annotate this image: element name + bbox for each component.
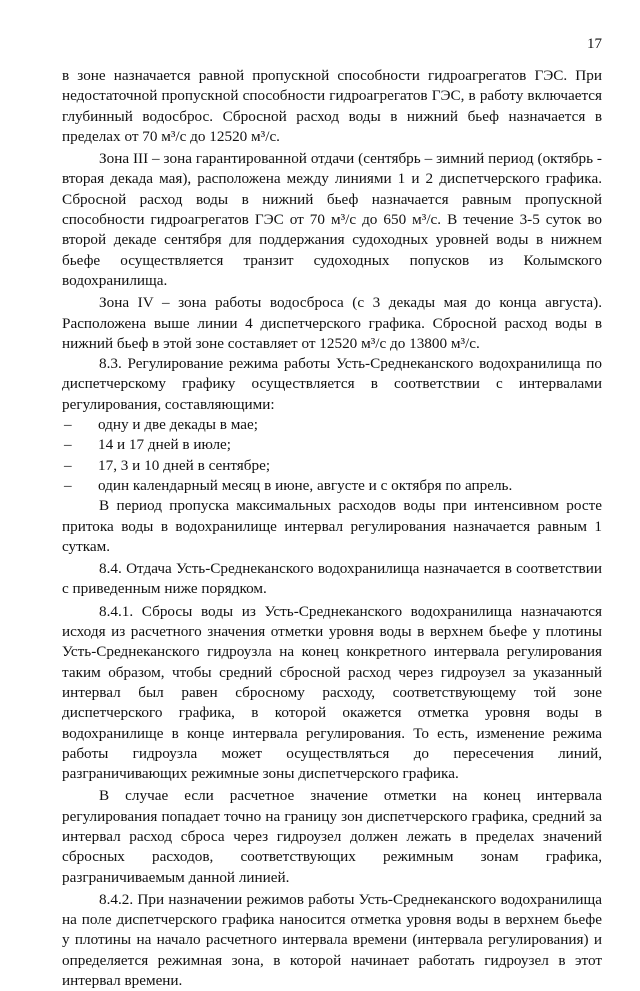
paragraph-8-4-1: 8.4.1. Сбросы воды из Усть-Среднеканского водохранилища назначаются исходя из расчетного значения отметки уровня воды в верхнем бьефе у плотины Усть-Среднеканского гидроузла на конец конкретного интервала регулирования таким образом, чтобы средний сбросной расход через гидроузел за указанный интервал был равен сбросному расходу, соответствующему той зоне диспетчерского графика, в которой окажется отметка уровня воды в водохранилище в конце интервала регулирования. То есть, изменение режима работы гидроузла может осуществляться до пересечения линий, разграничивающих режимные зоны диспетчерского графика. bbox=[62, 602, 602, 783]
paragraph-8-4: 8.4. Отдача Усть-Среднеканского водохранилища назначается в соответствии с приведенным ниже порядком. bbox=[62, 560, 602, 598]
paragraph-max-flow: В период пропуска максимальных расходов воды при интенсивном росте притока воды в водохранилище интервал регулирования назначается равным 1 суткам. bbox=[62, 497, 602, 555]
list-item bbox=[62, 476, 602, 496]
page-number: 17 bbox=[587, 36, 602, 52]
list-item-text: одну и две декады в мае; bbox=[98, 416, 258, 434]
list-dash: – bbox=[64, 436, 72, 454]
list-item bbox=[62, 415, 602, 435]
paragraph-zone-3: Зона III – зона гарантированной отдачи (сентябрь – зимний период (октябрь - вторая декада мая), расположена между линиями 1 и 2 диспетчерского графика. Сбросной расход воды в нижний бьеф назначается равным пропускной способности гидроагрегатов ГЭС от 70 м³/с до 650 м³/с. В течение 3-5 суток во второй декаде сентября для поддержания судоходных уровней воды в нижнем бьефе осуществляется транзит судоходных попусков из Колымского водохранилища. bbox=[62, 150, 602, 289]
list-item bbox=[62, 435, 602, 455]
list-item-text: 14 и 17 дней в июле; bbox=[98, 436, 232, 454]
paragraph-zone-continuation: в зоне назначается равной пропускной способности гидроагрегатов ГЭС. При недостаточной пропускной способности гидроагрегатов ГЭС, в работу включается глубинный водосброс. Сбросной расход воды в нижний бьеф назначается в пределах от 70 м³/с до 12520 м³/с. bbox=[62, 67, 602, 145]
list-item-text: 17, 3 и 10 дней в сентябре; bbox=[98, 456, 271, 474]
list-item bbox=[62, 456, 602, 476]
list-dash: – bbox=[64, 456, 72, 474]
list-dash: – bbox=[64, 416, 72, 434]
paragraph-8-4-2: 8.4.2. При назначении режимов работы Усть-Среднеканского водохранилища на поле диспетчерского графика наносится отметка уровня воды в верхнем бьефе у плотины на начало расчетного интервала времени (интервала регулирования) и определяется режимная зона, в которой начинает работать гидроузел в этот интервал времени. bbox=[62, 890, 602, 990]
document-body bbox=[62, 66, 602, 991]
list-item-text: один календарный месяц в июне, августе и с октября по апрель. bbox=[98, 476, 513, 494]
paragraph-zone-4: Зона IV – зона работы водосброса (с 3 декады мая до конца августа). Расположена выше линии 4 диспетчерского графика. Сбросной расход воды в нижний бьеф в этой зоне составляет от 12520 м³/с до 13800 м³/с. bbox=[62, 294, 602, 352]
list-dash: – bbox=[64, 476, 72, 494]
paragraph-boundary-case: В случае если расчетное значение отметки на конец интервала регулирования попадает точно на границу зон диспетчерского графика, средний за интервал расход сброса через гидроузел должен лежать в пределах значений сбросных расходов, соответствующих режимным зонам графика, разграничиваемым данной линией. bbox=[62, 787, 602, 886]
paragraph-8-3: 8.3. Регулирование режима работы Усть-Среднеканского водохранилища по диспетчерскому графику осуществляется в соответствии с интервалами регулирования, составляющими: bbox=[62, 355, 602, 413]
regulation-interval-list bbox=[62, 415, 602, 496]
